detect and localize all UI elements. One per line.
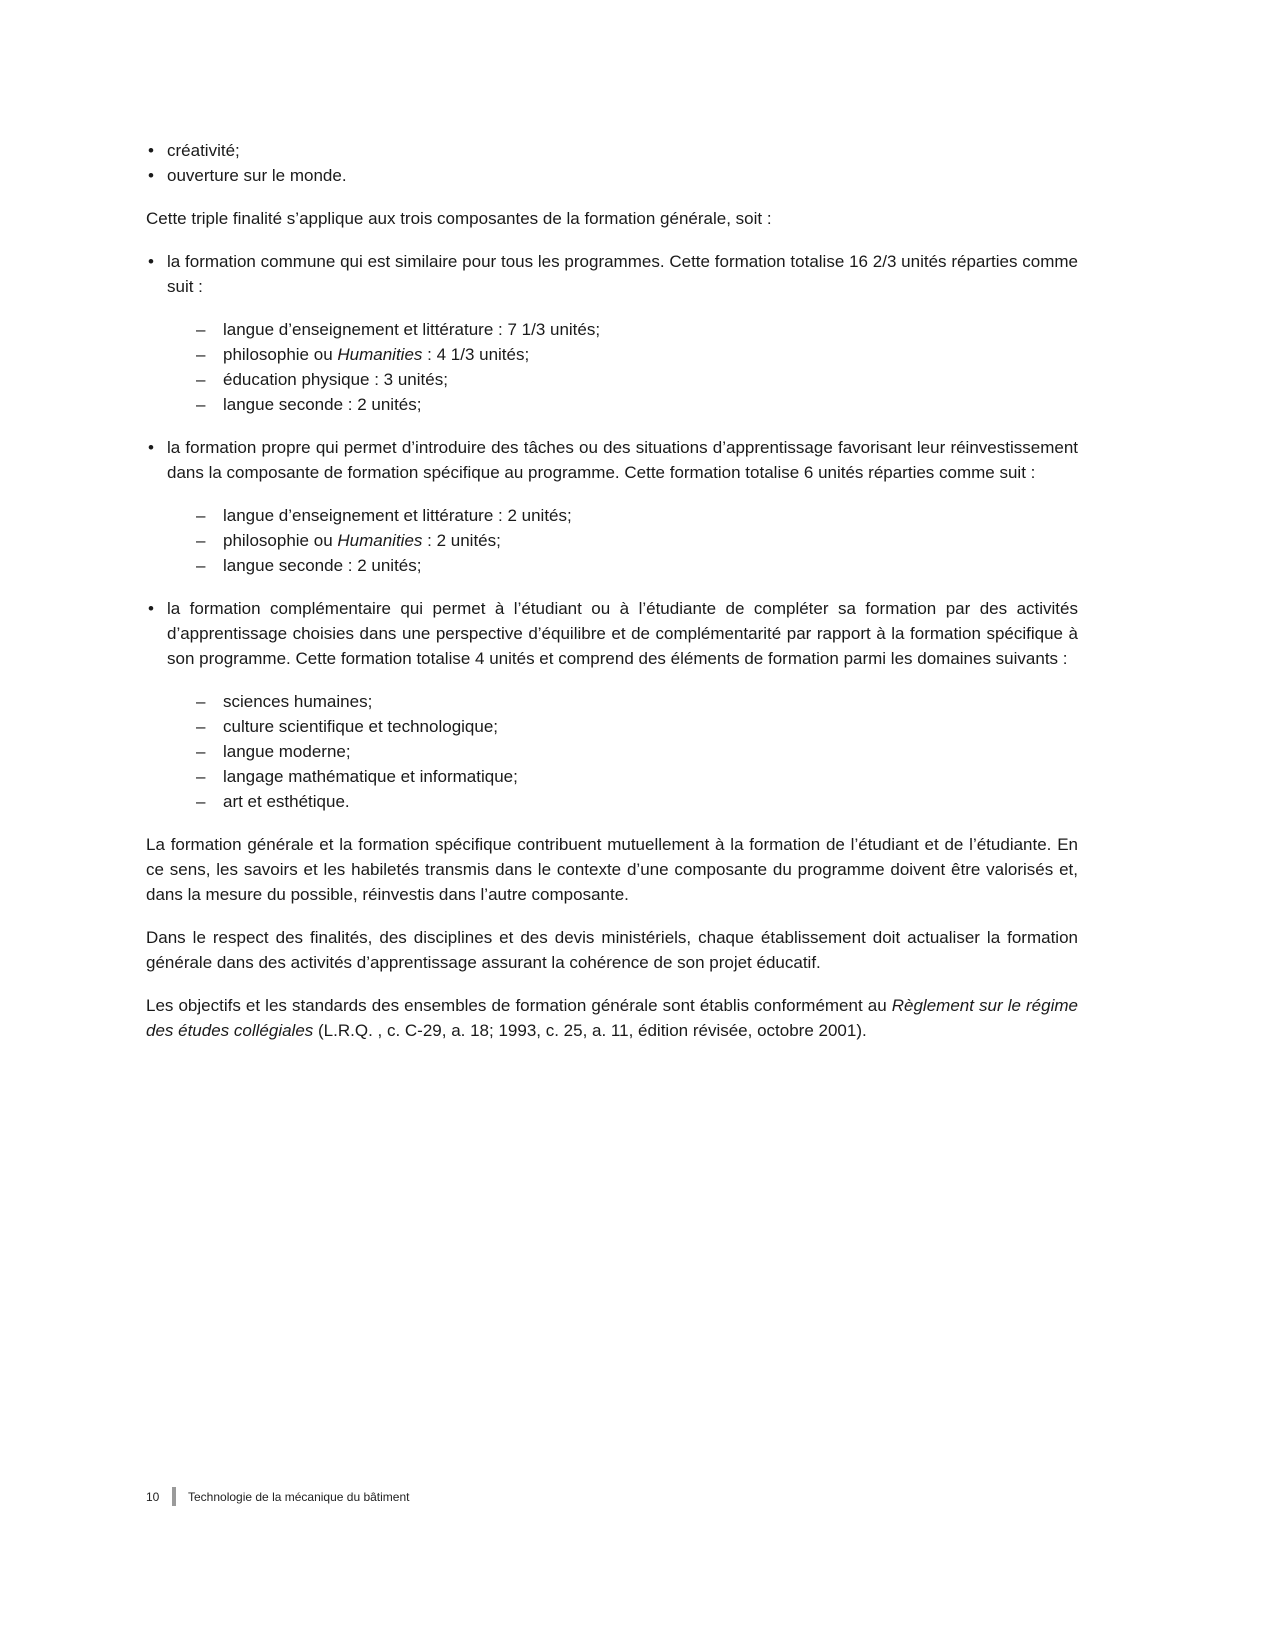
top-bullet-list: [146, 138, 1078, 188]
list-item-formation-commune: [146, 249, 1078, 299]
dash-marker: –: [196, 692, 206, 711]
list-item-text: langue d’enseignement et littérature : 7 1/3 unités;: [223, 320, 601, 339]
page-content: [146, 138, 1078, 1061]
page-number: 10: [146, 1489, 160, 1504]
dash-list-complementaire: [146, 689, 1078, 814]
list-item-text: langue seconde : 2 unités;: [223, 556, 422, 575]
list-item: [146, 392, 1078, 417]
list-item-text: ouverture sur le monde.: [167, 166, 347, 185]
bullet-marker: •: [148, 438, 154, 457]
dash-marker: –: [196, 506, 206, 525]
dash-marker: –: [196, 717, 206, 736]
dash-marker: –: [196, 556, 206, 575]
dash-marker: –: [196, 767, 206, 786]
paragraph-mutuelle: La formation générale et la formation spécifique contribuent mutuellement à la formation de l’étudiant et de l’étudiante. En ce sens, les savoirs et les habiletés transmis dans le contexte d’une composante du programme doivent être valorisés et, dans la mesure du possible, réinvestis dans l’autre composante.: [146, 835, 1078, 904]
dash-list-commune: [146, 317, 1078, 417]
reglement-title: Règlement sur le régime des études collégiales: [146, 996, 1078, 1040]
list-item-formation-complementaire: [146, 596, 1078, 671]
list-item-text: la formation commune qui est similaire pour tous les programmes. Cette formation totalise 16 2/3 unités réparties comme suit :: [167, 252, 1078, 296]
paragraph-intro: Cette triple finalité s’applique aux trois composantes de la formation générale, soit :: [146, 209, 772, 228]
bullet-marker: •: [148, 252, 154, 271]
list-item-text: langue seconde : 2 unités;: [223, 395, 422, 414]
list-item-text: philosophie ou Humanities : 2 unités;: [223, 531, 501, 550]
footer-document-title: Technologie de la mécanique du bâtiment: [188, 1489, 410, 1504]
bullet-marker: •: [148, 166, 154, 185]
page-footer: [146, 1487, 409, 1506]
dash-marker: –: [196, 320, 206, 339]
list-item: [146, 714, 1078, 739]
list-item-text: langue d’enseignement et littérature : 2 unités;: [223, 506, 572, 525]
dash-marker: –: [196, 742, 206, 761]
dash-marker: –: [196, 345, 206, 364]
paragraph-objectifs: Les objectifs et les standards des ensembles de formation générale sont établis conformément au Règlement sur le régime des études collégiales (L.R.Q. , c. C-29, a. 18; 1993, c. 25, a. 11, édition révisée, octobre 2001).: [146, 996, 1078, 1040]
footer-divider: [172, 1487, 176, 1506]
dash-list-propre: [146, 503, 1078, 578]
bullet-marker: •: [148, 141, 154, 160]
dash-marker: –: [196, 792, 206, 811]
list-item-text: créativité;: [167, 141, 240, 160]
list-item-text: sciences humaines;: [223, 692, 373, 711]
list-item-text: langue moderne;: [223, 742, 351, 761]
list-item: [146, 789, 1078, 814]
list-item: [146, 528, 1078, 553]
dash-marker: –: [196, 395, 206, 414]
list-item: [146, 764, 1078, 789]
dash-marker: –: [196, 370, 206, 389]
list-item-text: langage mathématique et informatique;: [223, 767, 518, 786]
list-item: [146, 367, 1078, 392]
list-item-text: éducation physique : 3 unités;: [223, 370, 448, 389]
list-item: [146, 739, 1078, 764]
list-item-text: la formation propre qui permet d’introduire des tâches ou des situations d’apprentissage favorisant leur réinvestissement dans la composante de formation spécifique au programme. Cette formation totalise 6 unités réparties comme suit :: [167, 438, 1078, 482]
list-item: [146, 503, 1078, 528]
list-item-text: la formation complémentaire qui permet à l’étudiant ou à l’étudiante de compléter sa formation par des activités d’apprentissage choisies dans une perspective d’équilibre et de complémentarité par rapport à la formation spécifique à son programme. Cette formation totalise 4 unités et comprend des éléments de formation parmi les domaines suivants :: [167, 599, 1078, 668]
list-item: [146, 689, 1078, 714]
list-item: [146, 317, 1078, 342]
list-item: [146, 163, 1078, 188]
list-item: [146, 342, 1078, 367]
list-item-text: culture scientifique et technologique;: [223, 717, 499, 736]
list-item-formation-propre: [146, 435, 1078, 485]
bullet-marker: •: [148, 599, 154, 618]
dash-marker: –: [196, 531, 206, 550]
paragraph-respect: Dans le respect des finalités, des disciplines et des devis ministériels, chaque établissement doit actualiser la formation générale dans des activités d’apprentissage assurant la cohérence de son projet éducatif.: [146, 928, 1078, 972]
list-item-text: art et esthétique.: [223, 792, 350, 811]
list-item: [146, 138, 1078, 163]
list-item: [146, 553, 1078, 578]
list-item-text: philosophie ou Humanities : 4 1/3 unités;: [223, 345, 530, 364]
